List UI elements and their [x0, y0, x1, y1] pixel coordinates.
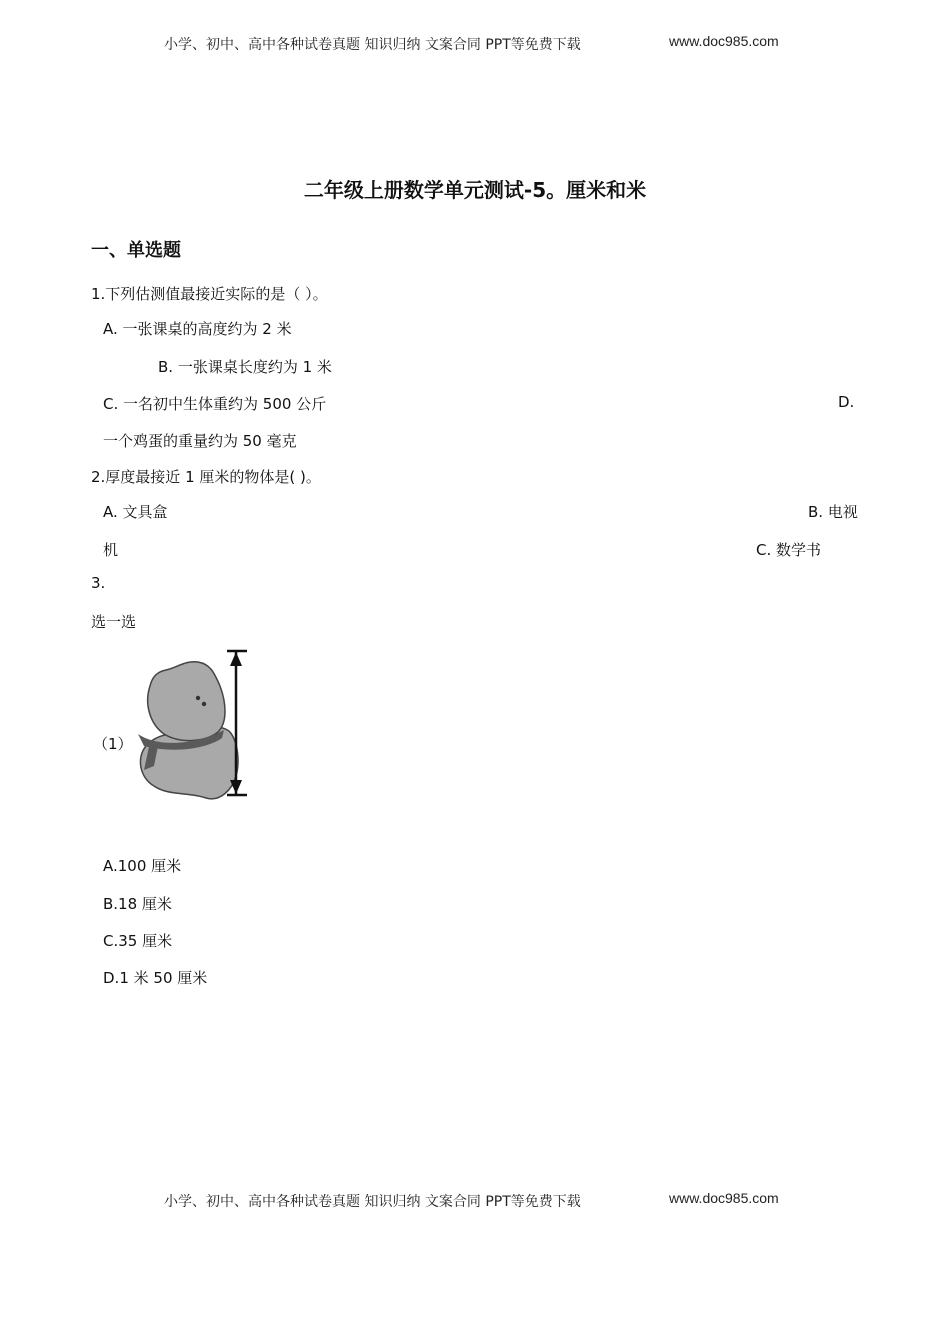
q1-option-d-label: D.	[838, 393, 855, 411]
page-title: 二年级上册数学单元测试-5。厘米和米	[303, 178, 647, 202]
q3-option-c: C.35 厘米	[103, 932, 173, 950]
q1-option-c: C. 一名初中生体重约为 500 公斤	[103, 395, 327, 413]
q3-option-a: A.100 厘米	[103, 857, 182, 875]
q3-item-label: （1）	[93, 735, 133, 753]
q2-option-b-part2: 机	[103, 541, 119, 559]
q2-option-c: C. 数学书	[756, 541, 822, 559]
footer-url[interactable]: www.doc985.com	[669, 1190, 779, 1206]
q3-option-b: B.18 厘米	[103, 895, 172, 913]
snowman-with-height-arrow-icon	[128, 646, 256, 806]
q1-option-d-text: 一个鸡蛋的重量约为 50 毫克	[103, 432, 297, 450]
header-tagline: 小学、初中、高中各种试卷真题 知识归纳 文案合同 PPT等免费下载	[164, 37, 581, 53]
q3-option-d: D.1 米 50 厘米	[103, 969, 208, 987]
q2-option-a: A. 文具盒	[103, 503, 168, 521]
q1-option-b: B. 一张课桌长度约为 1 米	[158, 358, 332, 376]
q3-number: 3.	[91, 574, 106, 592]
q2-option-b-part1: B. 电视	[808, 503, 858, 521]
q3-prompt: 选一选	[91, 613, 137, 631]
section-heading: 一、单选题	[91, 240, 181, 261]
q1-stem: 1.下列估测值最接近实际的是（ ）。	[91, 285, 328, 303]
q2-stem: 2.厚度最接近 1 厘米的物体是( )。	[91, 468, 321, 486]
header-url[interactable]: www.doc985.com	[669, 33, 779, 49]
q1-option-a: A. 一张课桌的高度约为 2 米	[103, 320, 292, 338]
footer-tagline: 小学、初中、高中各种试卷真题 知识归纳 文案合同 PPT等免费下载	[164, 1194, 581, 1210]
